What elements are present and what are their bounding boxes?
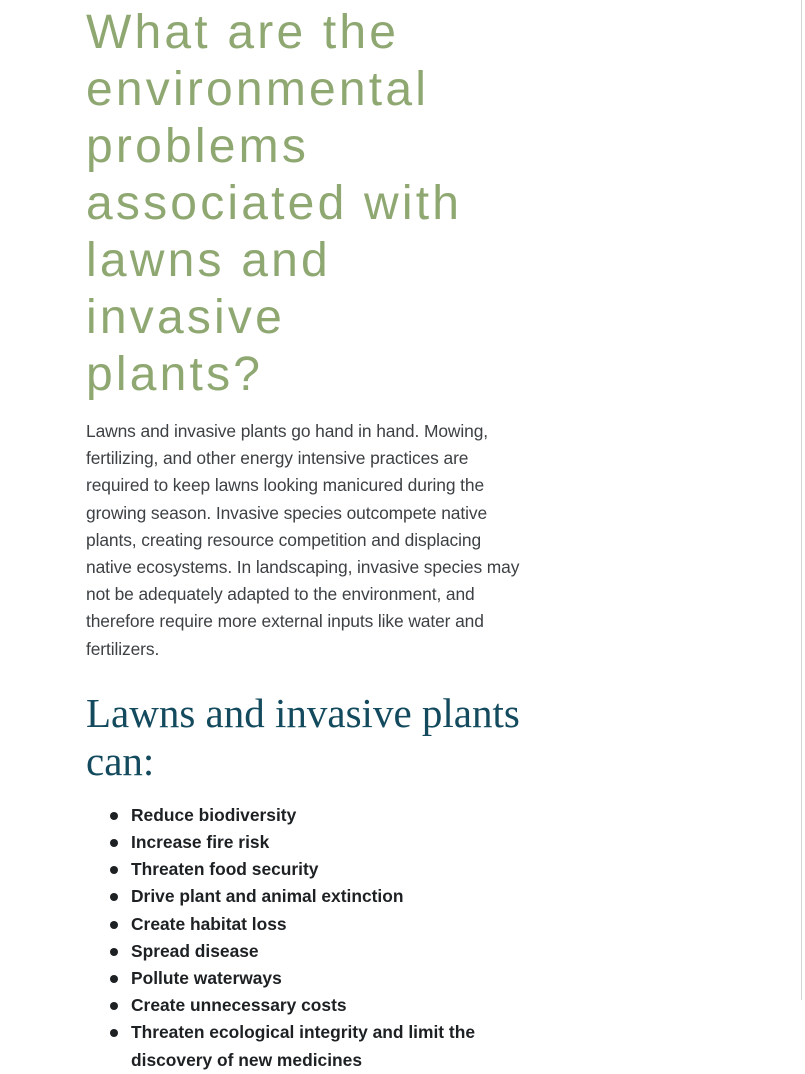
list-item-label: Reduce biodiversity	[131, 804, 297, 825]
bullet-icon	[110, 921, 118, 929]
list-item-line: Threaten ecological integrity and limit the	[131, 1022, 476, 1043]
list-item	[131, 1019, 526, 1073]
effects-list	[86, 802, 526, 1074]
title-line: associated with	[86, 177, 463, 230]
list-item	[131, 992, 526, 1019]
bullet-icon	[110, 839, 118, 847]
list-item	[131, 965, 526, 992]
bullet-icon	[110, 866, 118, 874]
bullet-icon	[110, 893, 118, 901]
intro-line: growing season. Invasive species outcompete native	[86, 502, 488, 523]
intro-line: native ecosystems. In landscaping, invasive species may	[86, 557, 520, 578]
bullet-icon	[110, 1002, 118, 1010]
list-item	[131, 883, 526, 910]
list-item-label: Drive plant and animal extinction	[131, 886, 404, 907]
intro-line: therefore require more external inputs like water and	[86, 611, 484, 632]
list-item-label: Spread disease	[131, 940, 259, 961]
list-item	[131, 911, 526, 938]
list-item-label: Threaten food security	[131, 859, 319, 880]
page-edge-divider	[801, 0, 802, 1000]
list-item-line: discovery of new medicines	[131, 1049, 362, 1070]
title-line: lawns and invasive	[86, 234, 331, 344]
article-content	[86, 0, 526, 1074]
list-item-label: Increase fire risk	[131, 832, 270, 853]
title-line: problems	[86, 120, 310, 173]
list-item	[131, 938, 526, 965]
title-line: environmental	[86, 63, 430, 116]
list-item	[131, 802, 526, 829]
list-item	[131, 856, 526, 883]
page-title	[86, 0, 526, 403]
intro-paragraph	[86, 418, 526, 663]
intro-line: fertilizing, and other energy intensive practices are	[86, 448, 469, 469]
intro-line: fertilizers.	[86, 638, 160, 659]
intro-line: plants, creating resource competition and displacing	[86, 529, 482, 550]
heading-line: can:	[86, 737, 155, 784]
list-item-label: Pollute waterways	[131, 968, 282, 989]
section-heading	[86, 689, 526, 785]
list-item-label: Create habitat loss	[131, 913, 287, 934]
intro-line: Lawns and invasive plants go hand in hand. Mowing,	[86, 421, 489, 441]
intro-line: required to keep lawns looking manicured during the	[86, 475, 485, 496]
bullet-icon	[110, 1029, 118, 1037]
heading-line: Lawns and invasive plants	[86, 689, 520, 736]
intro-line: not be adequately adapted to the environment, and	[86, 584, 475, 605]
bullet-icon	[110, 812, 118, 820]
list-item-label: Create unnecessary costs	[131, 995, 347, 1016]
bullet-icon	[110, 975, 118, 983]
title-line: What are the	[86, 6, 400, 59]
list-item	[131, 829, 526, 856]
bullet-icon	[110, 948, 118, 956]
title-line: plants?	[86, 348, 264, 401]
